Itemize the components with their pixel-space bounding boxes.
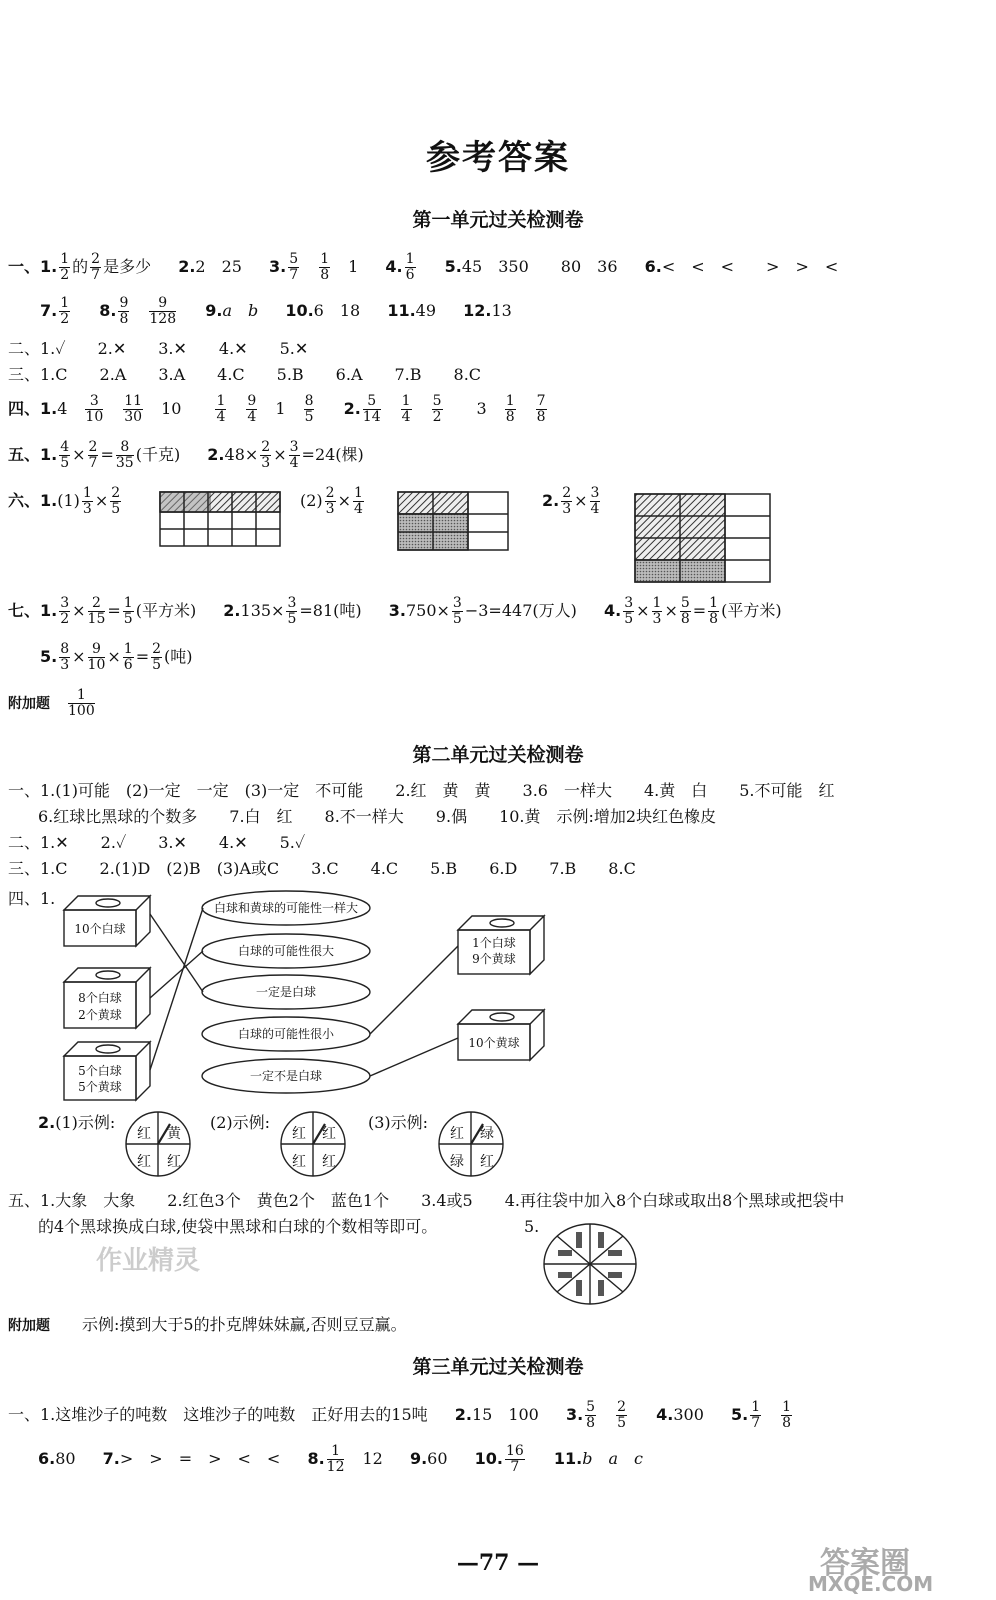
u1-line1: 一、1. $\frac{1}{2}$ 的 $\frac{2}{7}$ 是多少 2.2 25 3. $\frac{5}{7}$ $\frac{1}{8}$ 1 4. $\frac{1}{6}$ 5.45 350 80 36 6.< < < > > < (8, 251, 839, 283)
section-title-unit1: 第一单元过关检测卷 (412, 209, 584, 231)
u2-line8: 的4个黑球换成白球,使袋中黑球和白球的个数相等即可。 (38, 1217, 438, 1236)
oval-label: 白球的可能性很小 (237, 1027, 335, 1041)
spinner-diagrams (0, 1108, 996, 1188)
section-title-unit2: 第二单元过关检测卷 (412, 744, 584, 766)
svg-text:红: 红 (322, 1126, 336, 1142)
svg-text:5个黄球: 5个黄球 (78, 1080, 122, 1094)
u1-line2: 7. $\frac{1}{2}$ 8. $\frac{9}{8}$ $\frac{9}{128}$ 9.a b 10.6 18 11.49 12.13 (40, 295, 512, 327)
u1-line3: 二、1.✓ 2.✕ 3.✕ 4.✕ 5.✕ (8, 339, 309, 358)
box-label: 1个白球 (472, 936, 516, 950)
svg-text:绿: 绿 (480, 1126, 494, 1142)
box-5 (458, 1010, 544, 1060)
box-label: 10个黄球 (468, 1036, 520, 1050)
box-label: 8个白球 (78, 991, 122, 1005)
svg-text:红: 红 (167, 1154, 181, 1170)
grid-1 (160, 492, 280, 546)
u3-line2: 6.80 7.> > = > < < 8. $\frac{1}{12}$ 12 9.60 10. $\frac{16}{7}$ 11.b a c (38, 1443, 643, 1475)
u1-line4: 三、1.C 2.A 3.A 4.C 5.B 6.A 7.B 8.C (8, 365, 482, 384)
svg-text:红: 红 (137, 1154, 151, 1170)
stamp-watermark: 作业精灵 (96, 1246, 201, 1276)
u2-line4: 三、1.C 2.(1)D (2)B (3)A或C 3.C 4.C 5.B 6.D 7.B 8.C (8, 859, 636, 878)
matching-diagram (0, 880, 996, 1105)
svg-text:黄: 黄 (167, 1126, 181, 1142)
svg-text:红: 红 (137, 1126, 151, 1142)
u1-line7: 六、1.(1) $\frac{1}{3}$ × $\frac{2}{5}$ (8, 485, 121, 517)
match-line (370, 1038, 458, 1076)
oval-label: 白球和黄球的可能性一样大 (213, 901, 359, 915)
u2-line3: 二、1.✕ 2.✓ 3.✕ 4.✕ 5.✓ (8, 833, 306, 852)
svg-text:红: 红 (322, 1154, 336, 1170)
box-label: 5个白球 (78, 1064, 122, 1078)
svg-text:绿: 绿 (450, 1154, 464, 1170)
svg-text:2个黄球: 2个黄球 (78, 1008, 122, 1022)
svg-text:红: 红 (480, 1154, 494, 1170)
u1-line8: 七、1. $\frac{3}{2}$ × $\frac{2}{15}$ = $\frac{1}{5}$ (平方米) 2.135× $\frac{3}{5}$ =81(吨) 3.750× $\frac{3}{5}$ −3=447(万人) 4. $\frac{3}{5}$ × $\frac{1}{3}$ × $\frac{5}{8}$ = $\frac{1}{8}$ (平方米) (8, 595, 782, 627)
match-line (150, 908, 203, 1070)
u1-bonus: 附加题 $\frac{1}{100}$ (8, 687, 95, 719)
page-title: 参考答案 (426, 138, 570, 178)
svg-text:9个黄球: 9个黄球 (472, 952, 516, 966)
box-label: 10个白球 (74, 922, 126, 936)
fraction: $\frac{1}{2}$ (60, 251, 70, 283)
fraction: $\frac{2}{7}$ (91, 251, 101, 283)
svg-text:红: 红 (292, 1126, 306, 1142)
item-label: 一、1. (8, 257, 58, 276)
u2-bonus: 附加题 示例:摸到大于5的扑克牌妹妹赢,否则豆豆赢。 (8, 1315, 407, 1334)
match-line (370, 946, 458, 1034)
u1-line6: 五、1. $\frac{4}{5}$ × $\frac{2}{7}$ = $\frac{8}{35}$ (千克) 2.48× $\frac{2}{3}$ × $\frac{3}{4}$ =24(棵) (8, 439, 364, 471)
u2-line1: 一、1.(1)可能 (2)一定 一定 (3)一定 不可能 2.红 黄 黄 3.6 一样大 4.黄 白 5.不可能 红 (8, 781, 835, 800)
u2-line2: 6.红球比黑球的个数多 7.白 红 8.不一样大 9.偶 10.黄 示例:增加2块红色橡皮 (38, 807, 717, 826)
svg-text:红: 红 (450, 1126, 464, 1142)
fraction-grid-diagrams (0, 480, 996, 590)
u1-line5: 四、1.4 $\frac{3}{10}$ $\frac{11}{30}$ 10 $\frac{1}{4}$ $\frac{9}{4}$ 1 $\frac{8}{5}$ 2. $\frac{5}{14}$ $\frac{1}{4}$ $\frac{5}{2}$ 3 $\frac{1}{8}$ $\frac{7}{8}$ (8, 393, 546, 425)
match-line (150, 914, 203, 992)
watermark-logo: 答案圈 (820, 1546, 910, 1581)
page-number: —77 — (456, 1550, 540, 1576)
u1-line9: 5. $\frac{8}{3}$ × $\frac{9}{10}$ × $\frac{1}{6}$ = $\frac{2}{5}$ (吨) (40, 641, 193, 673)
grid-2 (398, 492, 508, 550)
section-title-unit3: 第三单元过关检测卷 (412, 1356, 584, 1378)
u2-line5: 四、1. (8, 889, 56, 908)
u3-line1: 一、1.这堆沙子的吨数 这堆沙子的吨数 正好用去的15吨 2.15 100 3. $\frac{5}{8}$ $\frac{2}{5}$ 4.300 5. $\frac{1}{7}$ $\frac{1}{8}$ (8, 1399, 792, 1431)
oval-label: 一定不是白球 (249, 1069, 323, 1083)
u2-line7: 五、1.大象 大象 2.红色3个 黄色2个 蓝色1个 3.4或5 4.再往袋中加入8个白球或取出8个黑球或把袋中 (8, 1191, 845, 1210)
watermark-url: MXQE.COM (808, 1572, 934, 1596)
oval-label: 一定是白球 (255, 985, 317, 999)
u2-line6: 2.(1)示例: (38, 1113, 116, 1132)
box-1 (64, 896, 150, 946)
spinner-8-sectors (540, 1220, 640, 1310)
svg-text:红: 红 (292, 1154, 306, 1170)
oval-label: 白球的可能性很大 (237, 944, 335, 958)
grid-3 (635, 494, 770, 582)
